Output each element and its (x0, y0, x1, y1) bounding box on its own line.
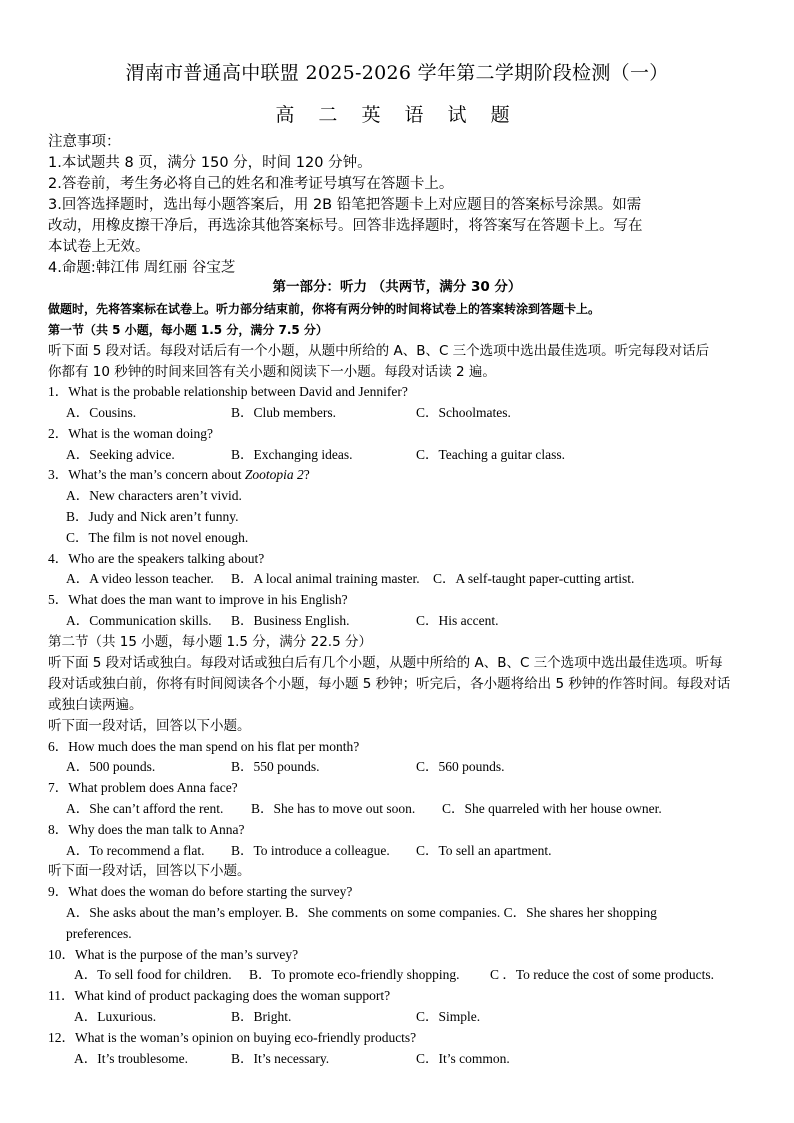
q3-option-c: C．The film is not novel enough. (66, 530, 249, 545)
q5-option-a: A．Communication skills. (66, 613, 212, 628)
exam-subtitle: 高 二 英 语 试 题 (275, 104, 519, 126)
q4-option-c: C．A self-taught paper-cutting artist. (433, 571, 635, 586)
question-7-options (66, 800, 766, 818)
section1-heading: 第一节（共 5 小题，每小题 1.5 分，满分 7.5 分） (48, 323, 328, 337)
question-11: 11．What kind of product packaging does the woman support? (48, 988, 391, 1003)
q1-option-b: B．Club members. (231, 405, 336, 420)
q11-option-a: A．Luxurious. (74, 1009, 157, 1024)
section2-instr-c: 或独白读两遍。 (48, 697, 143, 713)
question-8: 8．Why does the man talk to Anna? (48, 822, 245, 837)
notice-item-3b: 改动，用橡皮擦干净后，再选涂其他答案标号。回答非选择题时，将答案写在答题卡上。写在 (48, 218, 643, 234)
q6-option-a: A．500 pounds. (66, 759, 156, 774)
q7-option-a: A．She can’t afford the rent. (66, 801, 224, 816)
section2-instr-a: 听下面 5 段对话或独白。每段对话或独白后有几个小题，从题中所给的 A、B、C 三个选项中选出最佳选项。听每 (48, 655, 723, 671)
question-1: 1．What is the probable relationship between David and Jennifer? (48, 384, 408, 399)
question-6-options (66, 758, 766, 776)
q10-option-b: B．To promote eco-friendly shopping. (249, 967, 460, 982)
q3-option-b: B．Judy and Nick aren’t funny. (66, 509, 239, 524)
question-5: 5．What does the man want to improve in his English? (48, 592, 348, 607)
film-title: Zootopia 2 (244, 467, 304, 482)
question-6: 6．How much does the man spend on his flat per month? (48, 739, 360, 754)
q4-option-b: B．A local animal training master. (231, 571, 420, 586)
q4-option-a: A．A video lesson teacher. (66, 571, 214, 586)
section1-instr-a: 听下面 5 段对话。每段对话后有一个小题，从题中所给的 A、B、C 三个选项中选出最佳选项。听完每段对话后 (48, 343, 710, 359)
section2-heading: 第二节（共 15 小题，每小题 1.5 分，满分 22.5 分） (48, 634, 372, 650)
notice-item-3a: 3.回答选择题时，选出每小题答案后，用 2B 铅笔把答题卡上对应题目的答案标号涂黑。如需 (48, 197, 642, 213)
q8-option-b: B．To introduce a colleague. (231, 843, 390, 858)
q6-option-c: C．560 pounds. (416, 759, 505, 774)
part1-note: 做题时，先将答案标在试卷上。听力部分结束前，你将有两分钟的时间将试卷上的答案转涂到答题卡上。 (48, 302, 601, 316)
question-2-options (66, 446, 766, 464)
listen-instruction-2: 听下面一段对话，回答以下小题。 (48, 863, 251, 879)
notice-item-4: 4.命题:韩江伟 周红丽 谷宝芝 (48, 260, 236, 276)
q8-option-c: C．To sell an apartment. (416, 843, 552, 858)
q1-option-c: C．Schoolmates. (416, 405, 511, 420)
q12-option-c: C．It’s common. (416, 1051, 510, 1066)
q12-option-b: B．It’s necessary. (231, 1051, 330, 1066)
q12-option-a: A．It’s troublesome. (74, 1051, 188, 1066)
notice-item-2: 2.答卷前，考生务必将自己的姓名和准考证号填写在答题卡上。 (48, 176, 454, 192)
q7-option-c: C．She quarreled with her house owner. (442, 801, 662, 816)
question-12: 12．What is the woman’s opinion on buying eco-friendly products? (48, 1030, 417, 1045)
exam-title: 渭南市普通高中联盟 2025-2026 学年第二学期阶段检测（一） (125, 62, 669, 84)
question-5-options (66, 612, 766, 630)
q10-option-a: A．To sell food for children. (74, 967, 232, 982)
question-7: 7．What problem does Anna face? (48, 780, 238, 795)
q1-option-a: A．Cousins. (66, 405, 137, 420)
q3-option-a: A．New characters aren’t vivid. (66, 488, 242, 503)
q5-option-b: B．Business English. (231, 613, 350, 628)
question-8-options (66, 842, 766, 860)
section2-instr-b: 段对话或独白前，你将有时间阅读各个小题，每小题 5 秒钟；听完后，各小题将给出 5 秒钟的作答时间。每段对话 (48, 676, 731, 692)
notice-item-3c: 本试卷上无效。 (48, 239, 150, 255)
q2-option-b: B．Exchanging ideas. (231, 447, 353, 462)
notice-heading: 注意事项： (48, 134, 121, 150)
section1-instr-b: 你都有 10 秒钟的时间来回答有关小题和阅读下一小题。每段对话读 2 遍。 (48, 364, 496, 380)
q8-option-a: A．To recommend a flat. (66, 843, 205, 858)
q9-options: A．She asks about the man’s employer. B．She comments on some companies. C．She shares her shopping (66, 905, 657, 920)
question-10: 10．What is the purpose of the man’s survey? (48, 947, 299, 962)
q2-option-a: A．Seeking advice. (66, 447, 175, 462)
q7-option-b: B．She has to move out soon. (251, 801, 416, 816)
q10-option-c: C ．To reduce the cost of some products. (490, 967, 715, 982)
part1-heading: 第一部分：听力 （共两节，满分 30 分） (272, 279, 522, 295)
question-10-options (74, 966, 774, 984)
question-1-options (66, 404, 766, 422)
question-2: 2．What is the woman doing? (48, 426, 213, 441)
question-3: 3．What’s the man’s concern about Zootopia 2? (48, 467, 310, 482)
q6-option-b: B．550 pounds. (231, 759, 320, 774)
question-4-options (66, 570, 766, 588)
notice-item-1: 1.本试题共 8 页，满分 150 分，时间 120 分钟。 (48, 155, 372, 171)
q9-options-continued: preferences. (66, 926, 132, 941)
q5-option-c: C．His accent. (416, 613, 499, 628)
q2-option-c: C．Teaching a guitar class. (416, 447, 566, 462)
question-9: 9．What does the woman do before starting the survey? (48, 884, 353, 899)
question-4: 4．Who are the speakers talking about? (48, 551, 265, 566)
question-12-options (74, 1050, 774, 1068)
q11-option-c: C．Simple. (416, 1009, 481, 1024)
question-11-options (74, 1008, 774, 1026)
listen-instruction-1: 听下面一段对话，回答以下小题。 (48, 718, 251, 734)
q11-option-b: B．Bright. (231, 1009, 292, 1024)
